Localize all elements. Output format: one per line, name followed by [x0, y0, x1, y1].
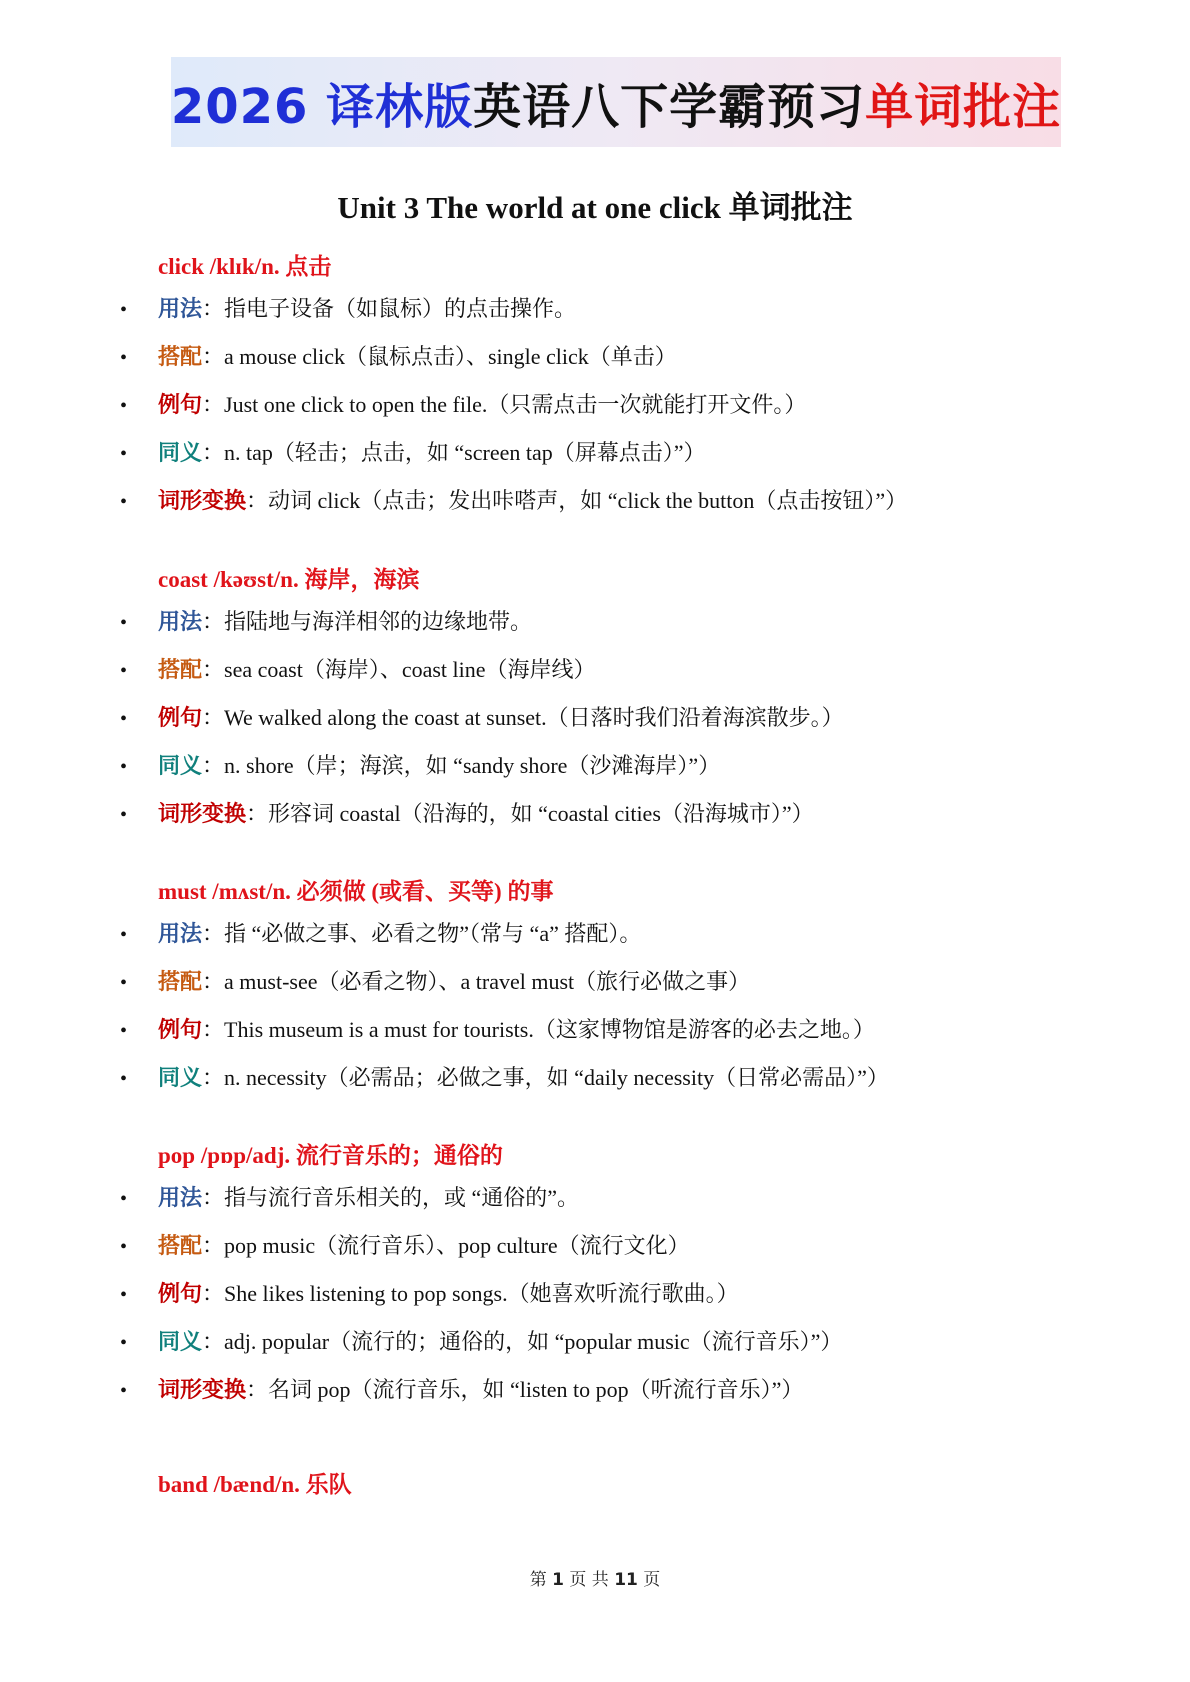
list-item — [120, 653, 596, 684]
separator: ： — [202, 440, 225, 465]
word-heading-must: must /mʌst/n. 必须做 (或看、买等) 的事 — [158, 879, 554, 904]
separator: ： — [246, 488, 269, 513]
separator: ： — [202, 657, 225, 682]
collocation-text: pop music（流行音乐）、pop culture（流行文化） — [224, 1233, 690, 1258]
separator: ： — [202, 296, 225, 321]
usage-text: 指电子设备（如鼠标）的点击操作。 — [224, 296, 577, 321]
separator: ： — [246, 801, 269, 826]
usage-label: 用法 — [158, 1185, 203, 1210]
forms-text: 名词 pop（流行音乐，如 “listen to pop（听流行音乐）”） — [268, 1377, 804, 1402]
list-item — [120, 1277, 739, 1308]
synonym-text: n. shore（岸；海滨，如 “sandy shore（沙滩海岸）”） — [224, 753, 721, 778]
synonym-text: n. tap（轻击；点击，如 “screen tap（屏幕点击）”） — [224, 440, 706, 465]
bullet-icon: • — [120, 708, 128, 730]
separator: ： — [202, 1281, 225, 1306]
synonym-label: 同义 — [158, 1065, 203, 1090]
list-item — [120, 292, 576, 323]
forms-label: 词形变换 — [158, 801, 247, 826]
collocation-text: a must-see（必看之物）、a travel must（旅行必做之事） — [224, 969, 751, 994]
separator: ： — [202, 1233, 225, 1258]
separator: ： — [202, 921, 225, 946]
separator: ： — [202, 1185, 225, 1210]
separator: ： — [202, 1065, 225, 1090]
example-text: She likes listening to pop songs.（她喜欢听流行歌曲。） — [224, 1281, 739, 1306]
collocation-label: 搭配 — [158, 657, 203, 682]
page-number: 1 — [552, 1570, 564, 1590]
list-item — [120, 1061, 889, 1092]
example-label: 例句 — [158, 1281, 203, 1306]
list-item — [120, 605, 532, 636]
separator: ： — [202, 969, 225, 994]
synonym-label: 同义 — [158, 1329, 203, 1354]
bullet-icon: • — [120, 1020, 128, 1042]
page-footer — [0, 1565, 1190, 1590]
forms-label: 词形变换 — [158, 488, 247, 513]
word-heading-coast: coast /kəʊst/n. 海岸，海滨 — [158, 567, 420, 592]
bullet-icon: • — [120, 756, 128, 778]
example-label: 例句 — [158, 392, 203, 417]
list-item — [120, 1013, 875, 1044]
bullet-icon: • — [120, 972, 128, 994]
bullet-icon: • — [120, 1236, 128, 1258]
usage-text: 指与流行音乐相关的，或 “通俗的”。 — [224, 1185, 580, 1210]
bullet-icon: • — [120, 924, 128, 946]
collocation-text: sea coast（海岸）、coast line（海岸线） — [224, 657, 596, 682]
bullet-icon: • — [120, 1380, 128, 1402]
bullet-icon: • — [120, 1188, 128, 1210]
forms-text: 形容词 coastal（沿海的，如 “coastal cities（沿海城市）”） — [268, 801, 814, 826]
word-heading-click: click /klɪk/n. 点击 — [158, 254, 332, 279]
list-item — [120, 1181, 579, 1212]
usage-label: 用法 — [158, 609, 203, 634]
synonym-label: 同义 — [158, 753, 203, 778]
bullet-icon: • — [120, 491, 128, 513]
bullet-icon: • — [120, 395, 128, 417]
bullet-icon: • — [120, 347, 128, 369]
bullet-icon: • — [120, 1068, 128, 1090]
list-item — [120, 965, 750, 996]
footer-middle: 页 共 — [569, 1570, 609, 1590]
title-banner — [171, 57, 1061, 147]
unit-title: Unit 3 The world at one click 单词批注 — [337, 190, 853, 225]
synonym-text: adj. popular（流行的；通俗的，如 “popular music（流行音乐）”） — [224, 1329, 843, 1354]
forms-label: 词形变换 — [158, 1377, 247, 1402]
list-item — [120, 484, 907, 515]
example-text: Just one click to open the file.（只需点击一次就能打开文件。） — [224, 392, 807, 417]
separator: ： — [202, 1329, 225, 1354]
list-item — [120, 749, 720, 780]
list-item — [120, 388, 806, 419]
list-item — [120, 436, 706, 467]
list-item — [120, 1373, 803, 1404]
collocation-label: 搭配 — [158, 1233, 203, 1258]
separator: ： — [202, 1017, 225, 1042]
collocation-label: 搭配 — [158, 969, 203, 994]
bullet-icon: • — [120, 1284, 128, 1306]
bullet-icon: • — [120, 443, 128, 465]
separator: ： — [202, 705, 225, 730]
list-item — [120, 797, 814, 828]
separator: ： — [202, 344, 225, 369]
bullet-icon: • — [120, 660, 128, 682]
separator: ： — [246, 1377, 269, 1402]
word-heading-band: band /bænd/n. 乐队 — [158, 1472, 352, 1497]
forms-text: 动词 click（点击；发出咔嗒声，如 “click the button（点击按钮）”） — [268, 488, 908, 513]
footer-prefix: 第 — [529, 1570, 547, 1590]
banner-part-2: 英语八下学霸预习 — [473, 78, 866, 135]
list-item — [120, 917, 641, 948]
synonym-text: n. necessity（必需品；必做之事，如 “daily necessity（日常必需品）”） — [224, 1065, 889, 1090]
banner-part-3: 单词批注 — [865, 78, 1062, 135]
separator: ： — [202, 609, 225, 634]
example-label: 例句 — [158, 1017, 203, 1042]
footer-suffix: 页 — [643, 1570, 661, 1590]
list-item — [120, 1229, 690, 1260]
bullet-icon: • — [120, 804, 128, 826]
collocation-label: 搭配 — [158, 344, 203, 369]
usage-text: 指 “必做之事、必看之物”（常与 “a” 搭配）。 — [224, 921, 642, 946]
usage-text: 指陆地与海洋相邻的边缘地带。 — [224, 609, 533, 634]
list-item — [120, 340, 677, 371]
bullet-icon: • — [120, 299, 128, 321]
collocation-text: a mouse click（鼠标点击）、single click（单击） — [224, 344, 677, 369]
word-heading-pop: pop /pɒp/adj. 流行音乐的；通俗的 — [158, 1143, 503, 1168]
separator: ： — [202, 392, 225, 417]
synonym-label: 同义 — [158, 440, 203, 465]
example-label: 例句 — [158, 705, 203, 730]
usage-label: 用法 — [158, 296, 203, 321]
separator: ： — [202, 753, 225, 778]
bullet-icon: • — [120, 612, 128, 634]
example-text: This museum is a must for tourists.（这家博物馆是游客的必去之地。） — [224, 1017, 875, 1042]
example-text: We walked along the coast at sunset.（日落时我们沿着海滨散步。） — [224, 705, 844, 730]
list-item — [120, 1325, 842, 1356]
bullet-icon: • — [120, 1332, 128, 1354]
usage-label: 用法 — [158, 921, 203, 946]
list-item — [120, 701, 844, 732]
banner-part-1: 2026 译林版 — [170, 78, 474, 135]
page-total: 11 — [614, 1570, 638, 1590]
